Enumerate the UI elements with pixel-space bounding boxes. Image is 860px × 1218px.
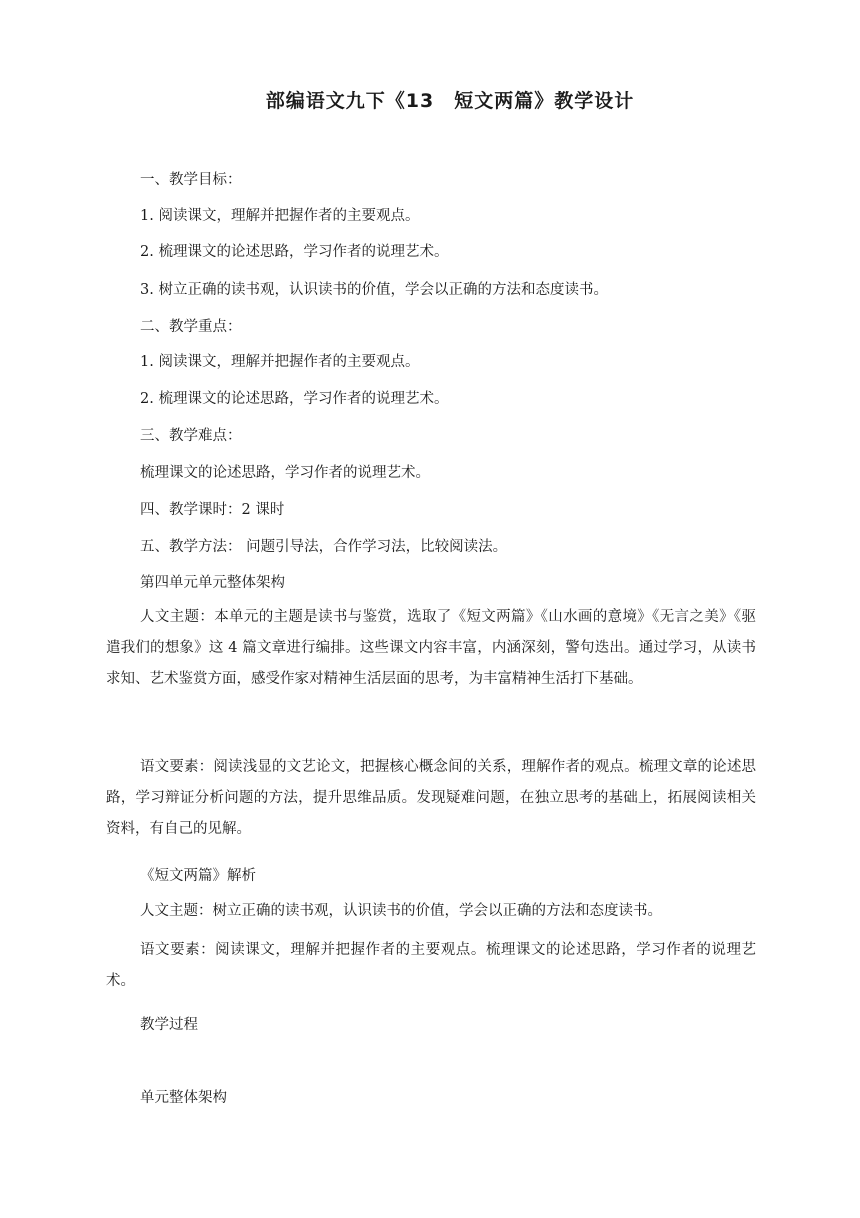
difficulty-text: 梳理课文的论述思路，学习作者的说理艺术。 bbox=[140, 465, 430, 481]
class-hours: 四、教学课时：2 课时 bbox=[140, 502, 285, 518]
goals-heading: 一、教学目标： bbox=[140, 172, 242, 188]
key-point-item-1: 1. 阅读课文，理解并把握作者的主要观点。 bbox=[140, 354, 420, 370]
key-point-item-2: 2. 梳理课文的论述思路，学习作者的说理艺术。 bbox=[140, 391, 449, 407]
goal-item-1: 1. 阅读课文，理解并把握作者的主要观点。 bbox=[140, 208, 420, 224]
process-heading: 教学过程 bbox=[140, 1017, 198, 1033]
teaching-methods: 五、教学方法： 问题引导法，合作学习法，比较阅读法。 bbox=[140, 539, 508, 555]
key-points-heading: 二、教学重点： bbox=[140, 319, 242, 335]
analysis-theme-paragraph: 人文主题：树立正确的读书观，认识读书的价值，学会以正确的方法和态度读书。 bbox=[140, 903, 662, 919]
difficulty-heading: 三、教学难点： bbox=[140, 428, 242, 444]
goal-item-3: 3. 树立正确的读书观，认识读书的价值，学会以正确的方法和态度读书。 bbox=[140, 282, 608, 298]
analysis-heading: 《短文两篇》解析 bbox=[140, 868, 256, 884]
framework-heading: 单元整体架构 bbox=[140, 1090, 227, 1106]
analysis-elements-paragraph: 语文要素：阅读课文，理解并把握作者的主要观点。梳理课文的论述思路，学习作者的说理艺术。 bbox=[106, 942, 756, 989]
document-title: 部编语文九下《13 短文两篇》教学设计 bbox=[265, 90, 635, 112]
unit-structure-heading: 第四单元单元整体架构 bbox=[140, 575, 285, 591]
unit-elements-paragraph: 语文要素：阅读浅显的文艺论文，把握核心概念间的关系，理解作者的观点。梳理文章的论述思路，学习辩证分析问题的方法，提升思维品质。发现疑难问题，在独立思考的基础上，拓展阅读相关资料，有自己的见解。 bbox=[106, 759, 756, 837]
goal-item-2: 2. 梳理课文的论述思路，学习作者的说理艺术。 bbox=[140, 244, 449, 260]
unit-theme-paragraph: 人文主题：本单元的主题是读书与鉴赏，选取了《短文两篇》《山水画的意境》《无言之美》《驱遣我们的想象》这 4 篇文章进行编排。这些课文内容丰富，内涵深刻，警句迭出。通过学习，从读书求知、艺术鉴赏方面，感受作家对精神生活层面的思考，为丰富精神生活打下基础。 bbox=[106, 609, 756, 687]
